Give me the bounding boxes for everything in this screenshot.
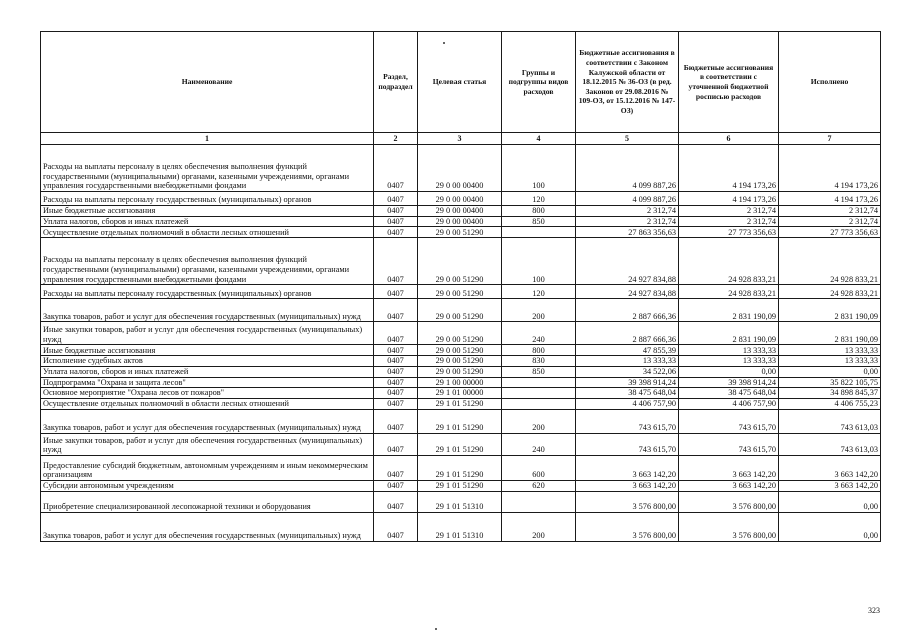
row-refined-allocation: 2 312,74 [679,216,779,227]
header-tselevaya-statya: Целевая статья [418,32,502,133]
row-name: Уплата налогов, сборов и иных платежей [41,216,374,227]
row-executed: 743 613,03 [779,433,881,455]
table-row [41,512,881,541]
row-name: Основное мероприятие "Охрана лесов от пожаров" [41,388,374,399]
row-name: Подпрограмма "Охрана и защита лесов" [41,377,374,388]
row-executed: 24 928 833,21 [779,285,881,299]
row-executed: 4 406 755,23 [779,398,881,409]
row-vid-raskhodov: 240 [502,322,576,345]
scan-speck [443,42,445,44]
row-vid-raskhodov: 830 [502,356,576,367]
row-razdel: 0407 [374,433,418,455]
row-executed: 34 898 845,37 [779,388,881,399]
row-name: Расходы на выплаты персоналу государственных (муниципальных) органов [41,192,374,206]
row-tselevaya-statya: 29 1 01 51290 [418,455,502,480]
row-razdel: 0407 [374,216,418,227]
row-razdel: 0407 [374,299,418,322]
row-vid-raskhodov [502,398,576,409]
row-vid-raskhodov: 200 [502,299,576,322]
table-row [41,206,881,217]
column-number: 6 [679,133,779,145]
row-refined-allocation: 2 312,74 [679,206,779,217]
row-razdel: 0407 [374,512,418,541]
row-name: Приобретение специализированной лесопожарной техники и оборудования [41,491,374,512]
row-name: Закупка товаров, работ и услуг для обеспечения государственных (муниципальных) нужд [41,409,374,433]
row-law-allocation: 38 475 648,04 [576,388,679,399]
row-vid-raskhodov: 850 [502,216,576,227]
row-name: Иные бюджетные ассигнования [41,206,374,217]
row-vid-raskhodov: 100 [502,145,576,192]
row-refined-allocation: 0,00 [679,366,779,377]
header-razdel: Раздел, подраздел [374,32,418,133]
row-vid-raskhodov [502,388,576,399]
column-number: 1 [41,133,374,145]
row-law-allocation: 39 398 914,24 [576,377,679,388]
row-tselevaya-statya: 29 0 00 00400 [418,145,502,192]
row-refined-allocation: 4 194 173,26 [679,145,779,192]
row-tselevaya-statya: 29 1 01 51310 [418,512,502,541]
table-row [41,238,881,285]
row-refined-allocation: 38 475 648,04 [679,388,779,399]
table-row [41,377,881,388]
row-law-allocation: 3 576 800,00 [576,512,679,541]
row-name: Закупка товаров, работ и услуг для обеспечения государственных (муниципальных) нужд [41,512,374,541]
row-name: Предоставление субсидий бюджетным, автономным учреждениям и иным некоммерческим организациям [41,455,374,480]
table-row [41,433,881,455]
header-row [41,32,881,133]
row-tselevaya-statya: 29 0 00 51290 [418,238,502,285]
row-executed: 2 831 190,09 [779,299,881,322]
column-number: 3 [418,133,502,145]
row-vid-raskhodov: 120 [502,192,576,206]
row-law-allocation: 3 576 800,00 [576,491,679,512]
table-row [41,388,881,399]
row-law-allocation: 13 333,33 [576,356,679,367]
row-vid-raskhodov: 200 [502,409,576,433]
row-tselevaya-statya: 29 1 01 51290 [418,409,502,433]
row-vid-raskhodov: 240 [502,433,576,455]
row-executed: 13 333,33 [779,345,881,356]
row-tselevaya-statya: 29 0 00 51290 [418,227,502,238]
row-razdel: 0407 [374,409,418,433]
table-row [41,398,881,409]
row-name: Закупка товаров, работ и услуг для обеспечения государственных (муниципальных) нужд [41,299,374,322]
row-law-allocation: 2 312,74 [576,206,679,217]
column-number: 7 [779,133,881,145]
row-tselevaya-statya: 29 0 00 51290 [418,345,502,356]
table-row [41,480,881,491]
row-razdel: 0407 [374,388,418,399]
column-number-row [41,133,881,145]
row-tselevaya-statya: 29 1 01 51290 [418,398,502,409]
row-refined-allocation: 3 576 800,00 [679,491,779,512]
row-executed: 4 194 173,26 [779,145,881,192]
row-vid-raskhodov: 620 [502,480,576,491]
row-law-allocation: 34 522,06 [576,366,679,377]
row-vid-raskhodov: 800 [502,345,576,356]
row-razdel: 0407 [374,345,418,356]
row-law-allocation: 27 863 356,63 [576,227,679,238]
row-tselevaya-statya: 29 0 00 51290 [418,299,502,322]
header-name: Наименование [41,32,374,133]
column-number: 2 [374,133,418,145]
row-refined-allocation: 743 615,70 [679,409,779,433]
row-tselevaya-statya: 29 0 00 51290 [418,356,502,367]
row-razdel: 0407 [374,145,418,192]
scan-speck [435,628,437,630]
table-row [41,216,881,227]
row-refined-allocation: 24 928 833,21 [679,285,779,299]
row-tselevaya-statya: 29 1 01 00000 [418,388,502,399]
row-name: Осуществление отдельных полномочий в области лесных отношений [41,227,374,238]
row-name: Субсидии автономным учреждениям [41,480,374,491]
row-tselevaya-statya: 29 1 01 51310 [418,491,502,512]
row-executed: 35 822 105,75 [779,377,881,388]
row-razdel: 0407 [374,322,418,345]
row-law-allocation: 4 406 757,90 [576,398,679,409]
row-executed: 0,00 [779,512,881,541]
row-vid-raskhodov: 800 [502,206,576,217]
row-executed: 0,00 [779,491,881,512]
row-vid-raskhodov: 850 [502,366,576,377]
row-tselevaya-statya: 29 0 00 00400 [418,216,502,227]
row-name: Осуществление отдельных полномочий в области лесных отношений [41,398,374,409]
column-number: 4 [502,133,576,145]
row-tselevaya-statya: 29 0 00 51290 [418,285,502,299]
row-tselevaya-statya: 29 1 01 51290 [418,480,502,491]
row-executed: 3 663 142,20 [779,480,881,491]
header-law-allocations: Бюджетные ассигнования в соответствии с Законом Калужской области от 18.12.2015 № 36-ОЗ (в ред. Законов от 29.08.2016 № 109-ОЗ, от 15.12.2016 № 147-ОЗ) [576,32,679,133]
header-executed: Исполнено [779,32,881,133]
row-name: Уплата налогов, сборов и иных платежей [41,366,374,377]
row-razdel: 0407 [374,366,418,377]
row-name: Расходы на выплаты персоналу в целях обеспечения выполнения функций государственными (муниципальными) органами, казенными учреждениями, органами управления государственными внебюджетными фондами [41,145,374,192]
row-executed: 743 613,03 [779,409,881,433]
table-row [41,345,881,356]
page-number: 323 [868,606,880,615]
row-razdel: 0407 [374,356,418,367]
row-law-allocation: 3 663 142,20 [576,480,679,491]
row-law-allocation: 743 615,70 [576,433,679,455]
row-refined-allocation: 39 398 914,24 [679,377,779,388]
row-tselevaya-statya: 29 1 01 51290 [418,433,502,455]
row-law-allocation: 24 927 834,88 [576,285,679,299]
row-tselevaya-statya: 29 1 00 00000 [418,377,502,388]
row-razdel: 0407 [374,206,418,217]
row-refined-allocation: 3 663 142,20 [679,455,779,480]
table-row [41,455,881,480]
table-row [41,285,881,299]
table-row [41,491,881,512]
row-law-allocation: 4 099 887,26 [576,192,679,206]
row-vid-raskhodov: 600 [502,455,576,480]
row-name: Иные бюджетные ассигнования [41,345,374,356]
row-razdel: 0407 [374,192,418,206]
row-name: Расходы на выплаты персоналу в целях обеспечения выполнения функций государственными (муниципальными) органами, казенными учреждениями, органами управления государственными внебюджетными фондами [41,238,374,285]
row-refined-allocation: 24 928 833,21 [679,238,779,285]
row-razdel: 0407 [374,227,418,238]
row-tselevaya-statya: 29 0 00 00400 [418,192,502,206]
row-razdel: 0407 [374,238,418,285]
row-name: Иные закупки товаров, работ и услуг для обеспечения государственных (муниципальных) нужд [41,322,374,345]
row-executed: 0,00 [779,366,881,377]
table-row [41,227,881,238]
table-row [41,299,881,322]
row-vid-raskhodov: 200 [502,512,576,541]
row-law-allocation: 2 887 666,36 [576,322,679,345]
row-refined-allocation: 2 831 190,09 [679,322,779,345]
row-executed: 2 312,74 [779,216,881,227]
row-razdel: 0407 [374,285,418,299]
row-law-allocation: 743 615,70 [576,409,679,433]
table-row [41,356,881,367]
row-executed: 2 831 190,09 [779,322,881,345]
row-name: Исполнение судебных актов [41,356,374,367]
row-razdel: 0407 [374,377,418,388]
row-refined-allocation: 13 333,33 [679,356,779,367]
row-razdel: 0407 [374,491,418,512]
row-refined-allocation: 4 406 757,90 [679,398,779,409]
row-vid-raskhodov: 100 [502,238,576,285]
row-law-allocation: 2 312,74 [576,216,679,227]
row-razdel: 0407 [374,480,418,491]
row-refined-allocation: 743 615,70 [679,433,779,455]
row-vid-raskhodov [502,227,576,238]
table-row [41,409,881,433]
row-tselevaya-statya: 29 0 00 51290 [418,366,502,377]
row-executed: 27 773 356,63 [779,227,881,238]
row-tselevaya-statya: 29 0 00 51290 [418,322,502,345]
header-vid-raskhodov: Группы и подгруппы видов расходов [502,32,576,133]
row-name: Иные закупки товаров, работ и услуг для обеспечения государственных (муниципальных) нужд [41,433,374,455]
table-row [41,145,881,192]
row-law-allocation: 4 099 887,26 [576,145,679,192]
row-tselevaya-statya: 29 0 00 00400 [418,206,502,217]
row-refined-allocation: 13 333,33 [679,345,779,356]
row-law-allocation: 47 855,39 [576,345,679,356]
table-row [41,192,881,206]
budget-table [40,31,881,542]
row-executed: 13 333,33 [779,356,881,367]
row-razdel: 0407 [374,398,418,409]
row-executed: 24 928 833,21 [779,238,881,285]
row-vid-raskhodov [502,377,576,388]
row-refined-allocation: 4 194 173,26 [679,192,779,206]
row-razdel: 0407 [374,455,418,480]
row-law-allocation: 24 927 834,88 [576,238,679,285]
row-refined-allocation: 2 831 190,09 [679,299,779,322]
row-refined-allocation: 3 663 142,20 [679,480,779,491]
table-row [41,366,881,377]
row-vid-raskhodov [502,491,576,512]
row-refined-allocation: 3 576 800,00 [679,512,779,541]
header-refined-allocations: Бюджетные ассигнования в соответствии с уточненной бюджетной росписью расходов [679,32,779,133]
row-name: Расходы на выплаты персоналу государственных (муниципальных) органов [41,285,374,299]
row-law-allocation: 3 663 142,20 [576,455,679,480]
row-vid-raskhodov: 120 [502,285,576,299]
row-law-allocation: 2 887 666,36 [576,299,679,322]
table-row [41,322,881,345]
row-refined-allocation: 27 773 356,63 [679,227,779,238]
column-number: 5 [576,133,679,145]
row-executed: 3 663 142,20 [779,455,881,480]
row-executed: 2 312,74 [779,206,881,217]
row-executed: 4 194 173,26 [779,192,881,206]
table-body [41,145,881,542]
